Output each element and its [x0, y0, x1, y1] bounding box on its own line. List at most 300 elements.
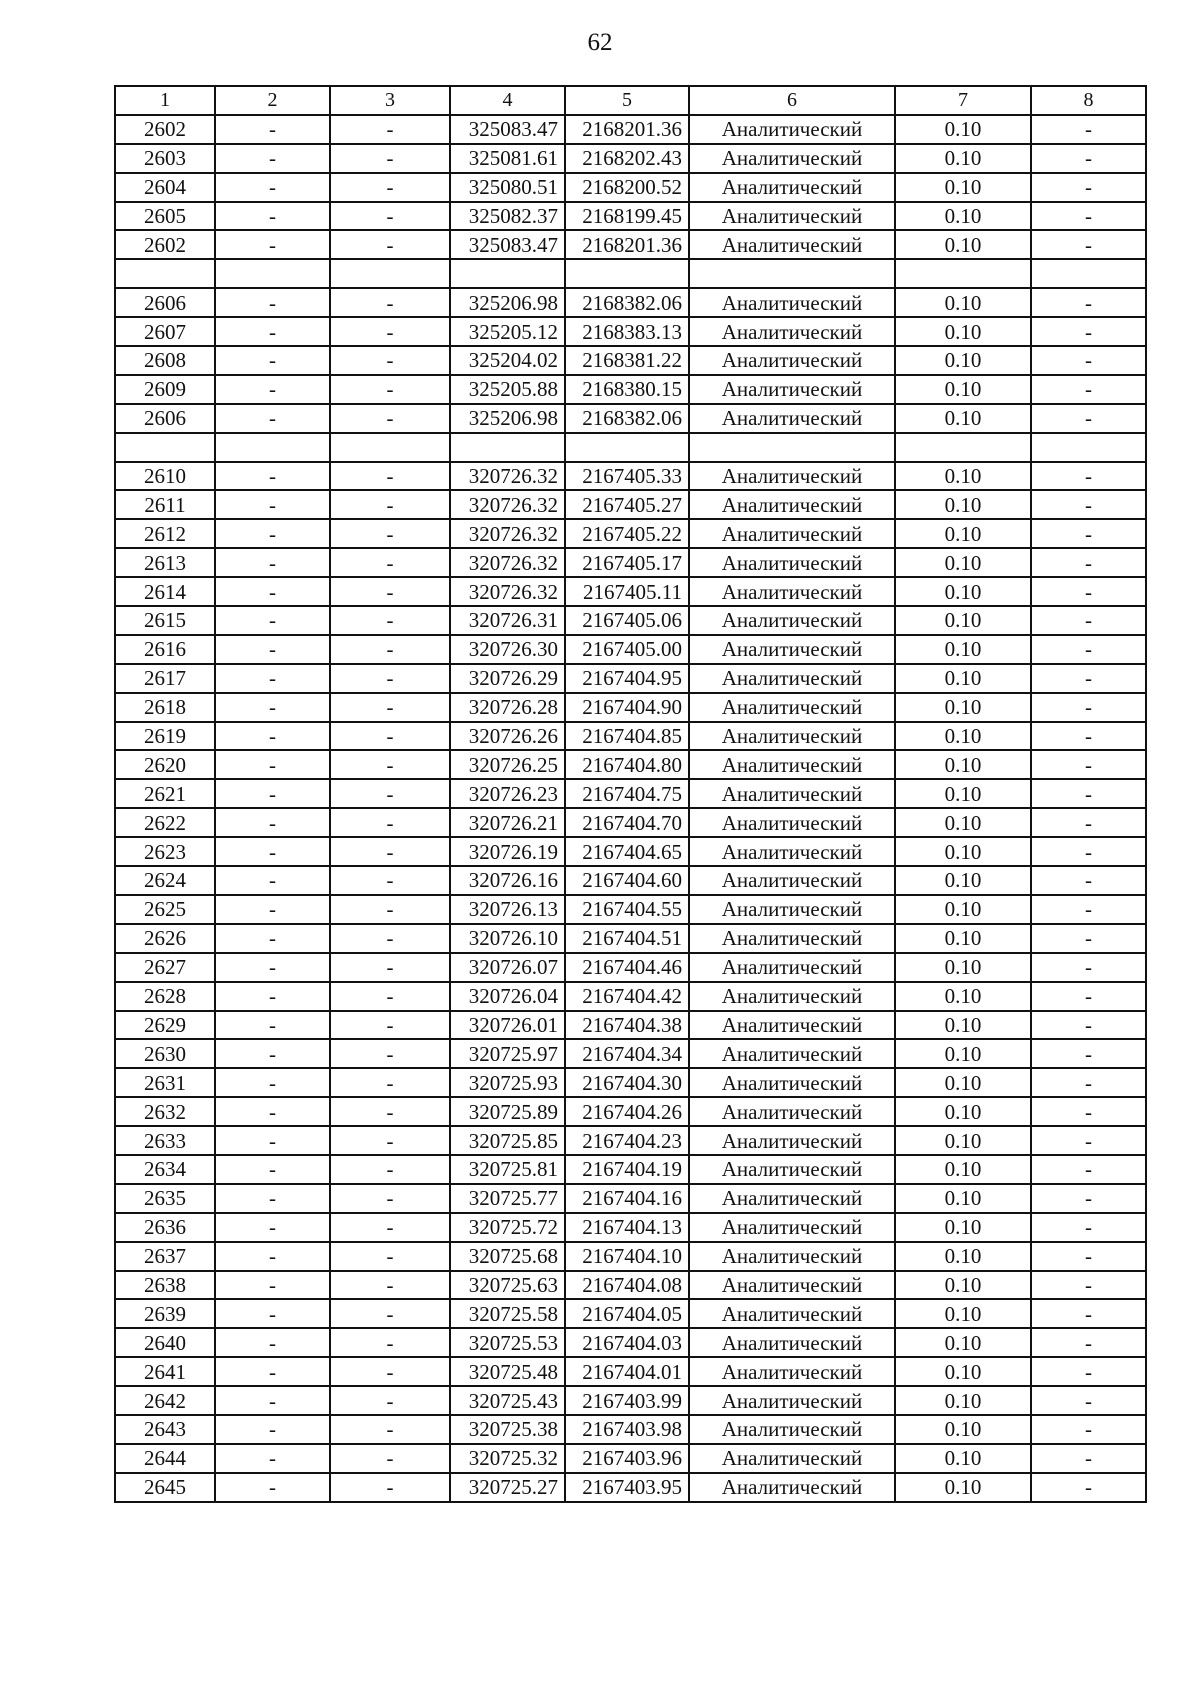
table-row [115, 693, 1146, 722]
table-cell: - [1031, 1184, 1146, 1213]
column-header: 5 [565, 86, 689, 115]
table-cell: - [215, 664, 330, 693]
table-cell: - [1031, 924, 1146, 953]
table-cell: 0.10 [895, 230, 1031, 259]
table-cell: 2167405.27 [565, 490, 689, 519]
table-row [115, 577, 1146, 606]
table-cell: - [215, 462, 330, 491]
table-cell: 2168382.06 [565, 288, 689, 317]
table-cell: 0.10 [895, 1357, 1031, 1386]
table-cell: 2168202.43 [565, 144, 689, 173]
table-cell: 320726.16 [450, 866, 565, 895]
table-cell: 2167404.03 [565, 1328, 689, 1357]
table-cell: 0.10 [895, 1155, 1031, 1184]
table-row [115, 1444, 1146, 1473]
table-cell: 320726.32 [450, 490, 565, 519]
table-cell: - [1031, 317, 1146, 346]
table-cell [565, 433, 689, 462]
column-header: 4 [450, 86, 565, 115]
table-cell: 325083.47 [450, 230, 565, 259]
table-cell: - [1031, 1444, 1146, 1473]
table-cell: 320725.85 [450, 1126, 565, 1155]
table-cell: - [330, 837, 450, 866]
table-cell: 2167404.95 [565, 664, 689, 693]
table-cell: - [1031, 202, 1146, 231]
table-cell: Аналитический [689, 693, 895, 722]
table-cell: - [330, 1271, 450, 1300]
table-cell: - [1031, 1271, 1146, 1300]
table-row [115, 1386, 1146, 1415]
table-cell: 2167405.06 [565, 606, 689, 635]
table-cell: - [330, 750, 450, 779]
table-cell: - [1031, 866, 1146, 895]
table-cell: Аналитический [689, 837, 895, 866]
table-body [115, 86, 1146, 1502]
coordinates-table [114, 85, 1147, 1503]
table-row [115, 837, 1146, 866]
table-cell: - [1031, 1068, 1146, 1097]
table-row [115, 288, 1146, 317]
table-cell: 2635 [115, 1184, 215, 1213]
table-cell: Аналитический [689, 115, 895, 144]
table-cell: 2167404.85 [565, 722, 689, 751]
table-cell: - [1031, 953, 1146, 982]
table-cell: - [1031, 750, 1146, 779]
table-cell: Аналитический [689, 548, 895, 577]
column-header: 7 [895, 86, 1031, 115]
table-cell: 320725.63 [450, 1271, 565, 1300]
table-cell: 2167405.33 [565, 462, 689, 491]
table-cell: - [330, 346, 450, 375]
table-cell: - [215, 548, 330, 577]
table-cell: 2622 [115, 808, 215, 837]
table-cell: 2167404.01 [565, 1357, 689, 1386]
table-cell: 2167404.34 [565, 1039, 689, 1068]
table-cell: Аналитический [689, 895, 895, 924]
table-row [115, 346, 1146, 375]
table-row [115, 866, 1146, 895]
table-cell: - [1031, 722, 1146, 751]
table-cell: 0.10 [895, 375, 1031, 404]
table-cell: 320726.32 [450, 577, 565, 606]
table-header-row [115, 86, 1146, 115]
table-cell: 320726.32 [450, 462, 565, 491]
table-cell: 2168200.52 [565, 173, 689, 202]
table-cell: Аналитический [689, 1415, 895, 1444]
table-cell: - [330, 866, 450, 895]
table-cell: - [1031, 837, 1146, 866]
table-cell: 0.10 [895, 1271, 1031, 1300]
table-row [115, 924, 1146, 953]
table-cell: 325083.47 [450, 115, 565, 144]
table-cell: 0.10 [895, 577, 1031, 606]
table-cell: Аналитический [689, 664, 895, 693]
table-cell: - [330, 1328, 450, 1357]
table-cell: - [330, 924, 450, 953]
table-cell: 2606 [115, 288, 215, 317]
table-cell: 2634 [115, 1155, 215, 1184]
table-cell: - [330, 664, 450, 693]
table-cell: 2633 [115, 1126, 215, 1155]
table-cell: 2167404.60 [565, 866, 689, 895]
table-cell: - [1031, 693, 1146, 722]
table-cell: 2629 [115, 1011, 215, 1040]
table-cell: - [1031, 404, 1146, 433]
table-cell: Аналитический [689, 635, 895, 664]
table-cell: 0.10 [895, 837, 1031, 866]
table-cell: 2642 [115, 1386, 215, 1415]
column-header: 8 [1031, 86, 1146, 115]
table-row [115, 1184, 1146, 1213]
table-cell: 2616 [115, 635, 215, 664]
table-cell: - [330, 173, 450, 202]
table-cell: - [330, 462, 450, 491]
table-cell: - [330, 375, 450, 404]
table-cell: 2608 [115, 346, 215, 375]
table-cell: Аналитический [689, 202, 895, 231]
table-cell: 2631 [115, 1068, 215, 1097]
table-cell: 2167405.17 [565, 548, 689, 577]
table-cell: - [215, 346, 330, 375]
table-cell: 2602 [115, 230, 215, 259]
table-cell: - [215, 1444, 330, 1473]
table-cell [895, 433, 1031, 462]
table-cell: 0.10 [895, 722, 1031, 751]
table-cell: 320726.19 [450, 837, 565, 866]
table-cell: 2644 [115, 1444, 215, 1473]
table-row [115, 462, 1146, 491]
table-cell: 2167404.19 [565, 1155, 689, 1184]
table-cell: - [215, 173, 330, 202]
table-cell: 2167404.65 [565, 837, 689, 866]
table-cell [115, 259, 215, 288]
table-cell: 2167403.98 [565, 1415, 689, 1444]
table-cell: 0.10 [895, 1126, 1031, 1155]
table-cell: 2606 [115, 404, 215, 433]
table-cell: Аналитический [689, 606, 895, 635]
table-row [115, 1011, 1146, 1040]
table-cell: Аналитический [689, 1386, 895, 1415]
table-cell: - [215, 606, 330, 635]
table-cell: - [215, 1039, 330, 1068]
table-cell: - [1031, 895, 1146, 924]
table-cell: - [330, 1213, 450, 1242]
table-cell: - [1031, 1242, 1146, 1271]
table-cell: 320726.25 [450, 750, 565, 779]
table-row [115, 173, 1146, 202]
table-cell: 0.10 [895, 664, 1031, 693]
table-cell: - [1031, 1415, 1146, 1444]
table-cell: 0.10 [895, 317, 1031, 346]
table-cell: Аналитический [689, 750, 895, 779]
table-cell: - [330, 1473, 450, 1502]
table-cell: 2619 [115, 722, 215, 751]
table-cell: 0.10 [895, 173, 1031, 202]
table-cell: - [1031, 1328, 1146, 1357]
table-cell: 2617 [115, 664, 215, 693]
table-row [115, 1299, 1146, 1328]
table-cell: - [215, 722, 330, 751]
table-cell: Аналитический [689, 1155, 895, 1184]
table-cell: Аналитический [689, 1271, 895, 1300]
table-cell: - [330, 808, 450, 837]
table-cell: Аналитический [689, 1068, 895, 1097]
table-cell: 2167404.23 [565, 1126, 689, 1155]
table-cell: 0.10 [895, 490, 1031, 519]
table-cell: 0.10 [895, 115, 1031, 144]
table-cell: - [330, 1386, 450, 1415]
table-cell: - [215, 1357, 330, 1386]
table-cell: 0.10 [895, 462, 1031, 491]
column-header: 6 [689, 86, 895, 115]
table-cell: - [1031, 1126, 1146, 1155]
column-header: 1 [115, 86, 215, 115]
table-cell: 0.10 [895, 346, 1031, 375]
table-cell: - [330, 1444, 450, 1473]
table-cell: - [330, 288, 450, 317]
table-cell: - [330, 404, 450, 433]
table-row [115, 519, 1146, 548]
table-cell: - [215, 288, 330, 317]
table-row [115, 1357, 1146, 1386]
table-cell: 320726.01 [450, 1011, 565, 1040]
table-cell: Аналитический [689, 808, 895, 837]
table-row [115, 1039, 1146, 1068]
table-cell: 2627 [115, 953, 215, 982]
table-cell: - [330, 1068, 450, 1097]
table-cell: - [330, 982, 450, 1011]
table-cell: 320726.32 [450, 548, 565, 577]
table-cell: 320726.28 [450, 693, 565, 722]
table-cell: 0.10 [895, 1068, 1031, 1097]
table-cell: Аналитический [689, 519, 895, 548]
table-cell: 0.10 [895, 1473, 1031, 1502]
table-cell: - [330, 693, 450, 722]
table-cell: Аналитический [689, 230, 895, 259]
table-cell: - [1031, 577, 1146, 606]
table-cell: 0.10 [895, 1386, 1031, 1415]
table-cell: - [330, 202, 450, 231]
table-cell: Аналитический [689, 1473, 895, 1502]
table-cell: - [330, 722, 450, 751]
table-cell: - [215, 144, 330, 173]
table-cell: 320726.23 [450, 779, 565, 808]
table-cell: - [330, 519, 450, 548]
table-cell: - [330, 606, 450, 635]
table-cell: - [215, 577, 330, 606]
table-cell: 2167404.05 [565, 1299, 689, 1328]
column-header: 2 [215, 86, 330, 115]
table-cell: 0.10 [895, 953, 1031, 982]
table-cell: 320726.32 [450, 519, 565, 548]
table-cell: 320725.48 [450, 1357, 565, 1386]
table-cell: Аналитический [689, 144, 895, 173]
table-row [115, 982, 1146, 1011]
table-cell: 2167405.00 [565, 635, 689, 664]
table-cell: 320725.89 [450, 1097, 565, 1126]
table-cell: - [215, 693, 330, 722]
table-cell: 325204.02 [450, 346, 565, 375]
table-row [115, 808, 1146, 837]
table-cell: 2643 [115, 1415, 215, 1444]
table-cell: Аналитический [689, 173, 895, 202]
table-cell: 2605 [115, 202, 215, 231]
table-cell: - [1031, 346, 1146, 375]
table-cell: Аналитический [689, 722, 895, 751]
table-cell [215, 259, 330, 288]
table-cell: - [215, 635, 330, 664]
table-cell: 0.10 [895, 1039, 1031, 1068]
table-cell: - [215, 808, 330, 837]
table-cell: - [1031, 548, 1146, 577]
table-cell: 2623 [115, 837, 215, 866]
table-cell: 2628 [115, 982, 215, 1011]
table-cell: 320726.04 [450, 982, 565, 1011]
table-cell: Аналитический [689, 1213, 895, 1242]
table-cell: - [330, 1242, 450, 1271]
table-cell: Аналитический [689, 1242, 895, 1271]
table-cell: Аналитический [689, 1444, 895, 1473]
table-cell: 2603 [115, 144, 215, 173]
table-cell: 2625 [115, 895, 215, 924]
table-cell: - [215, 1155, 330, 1184]
table-cell: Аналитический [689, 1039, 895, 1068]
table-cell: - [330, 635, 450, 664]
table-cell: 2168382.06 [565, 404, 689, 433]
table-cell: 2167403.99 [565, 1386, 689, 1415]
table-cell: 2640 [115, 1328, 215, 1357]
table-cell: 2641 [115, 1357, 215, 1386]
table-cell: - [330, 1299, 450, 1328]
table-cell: - [1031, 144, 1146, 173]
table-cell: 2610 [115, 462, 215, 491]
table-cell: - [215, 1328, 330, 1357]
table-cell: - [1031, 982, 1146, 1011]
table-cell: Аналитический [689, 375, 895, 404]
table-cell: 2167404.10 [565, 1242, 689, 1271]
table-row [115, 722, 1146, 751]
table-cell: 0.10 [895, 1097, 1031, 1126]
table-cell: - [1031, 115, 1146, 144]
table-cell: - [215, 1213, 330, 1242]
table-cell: - [215, 375, 330, 404]
table-cell: 0.10 [895, 808, 1031, 837]
table-row [115, 1126, 1146, 1155]
table-cell: - [330, 317, 450, 346]
table-cell: 325080.51 [450, 173, 565, 202]
table-row [115, 1328, 1146, 1357]
table-row [115, 895, 1146, 924]
table-cell: - [215, 1415, 330, 1444]
table-cell [330, 433, 450, 462]
table-cell: - [330, 115, 450, 144]
table-cell: - [330, 490, 450, 519]
table-row [115, 664, 1146, 693]
table-cell: - [215, 1299, 330, 1328]
table-cell: 2611 [115, 490, 215, 519]
table-cell: - [1031, 1039, 1146, 1068]
table-cell: 2168201.36 [565, 230, 689, 259]
table-cell: - [1031, 1213, 1146, 1242]
table-cell: 0.10 [895, 144, 1031, 173]
table-cell: - [1031, 519, 1146, 548]
table-cell: - [330, 1011, 450, 1040]
table-cell: - [215, 924, 330, 953]
table-cell: 2612 [115, 519, 215, 548]
table-row [115, 230, 1146, 259]
table-cell: 2167403.95 [565, 1473, 689, 1502]
table-cell: Аналитический [689, 779, 895, 808]
table-cell: 2167404.51 [565, 924, 689, 953]
table-cell: 320725.32 [450, 1444, 565, 1473]
table-cell: 2620 [115, 750, 215, 779]
table-cell: - [1031, 1097, 1146, 1126]
table-cell: 0.10 [895, 1242, 1031, 1271]
table-cell: Аналитический [689, 1328, 895, 1357]
table-cell: - [330, 1415, 450, 1444]
column-header: 3 [330, 86, 450, 115]
table-cell: - [1031, 664, 1146, 693]
table-row [115, 115, 1146, 144]
table-cell: - [330, 1184, 450, 1213]
table-cell: 320725.38 [450, 1415, 565, 1444]
table-cell: - [215, 866, 330, 895]
table-cell: 0.10 [895, 1415, 1031, 1444]
table-cell: - [215, 1011, 330, 1040]
table-cell: 2604 [115, 173, 215, 202]
table-cell: Аналитический [689, 490, 895, 519]
table-cell: 325205.12 [450, 317, 565, 346]
table-cell: 2167404.90 [565, 693, 689, 722]
table-cell: - [330, 1357, 450, 1386]
page-number: 62 [587, 29, 613, 56]
table-cell: Аналитический [689, 577, 895, 606]
table-cell: - [1031, 1473, 1146, 1502]
table-cell: Аналитический [689, 346, 895, 375]
table-cell: 2639 [115, 1299, 215, 1328]
table-row [115, 779, 1146, 808]
table-cell: 0.10 [895, 635, 1031, 664]
table-cell: 325082.37 [450, 202, 565, 231]
table-cell: 2167404.38 [565, 1011, 689, 1040]
table-cell: 2626 [115, 924, 215, 953]
table-cell: - [215, 1097, 330, 1126]
table-cell [215, 433, 330, 462]
table-cell: - [330, 1039, 450, 1068]
table-cell: - [1031, 808, 1146, 837]
table-cell [115, 433, 215, 462]
table-cell: 2168383.13 [565, 317, 689, 346]
table-cell: 0.10 [895, 1213, 1031, 1242]
table-cell: 320726.31 [450, 606, 565, 635]
table-cell: - [215, 750, 330, 779]
table-cell: 325081.61 [450, 144, 565, 173]
table-cell: 0.10 [895, 1328, 1031, 1357]
table-cell: - [330, 548, 450, 577]
table-cell: 2609 [115, 375, 215, 404]
table-cell: - [330, 577, 450, 606]
table-cell: 2632 [115, 1097, 215, 1126]
table-cell: Аналитический [689, 924, 895, 953]
table-cell: - [1031, 635, 1146, 664]
table-row [115, 1068, 1146, 1097]
table-cell: - [215, 1386, 330, 1415]
table-cell: - [215, 1126, 330, 1155]
table-cell: - [215, 519, 330, 548]
table-cell: - [330, 1155, 450, 1184]
table-cell: 2167403.96 [565, 1444, 689, 1473]
table-cell: 0.10 [895, 1011, 1031, 1040]
